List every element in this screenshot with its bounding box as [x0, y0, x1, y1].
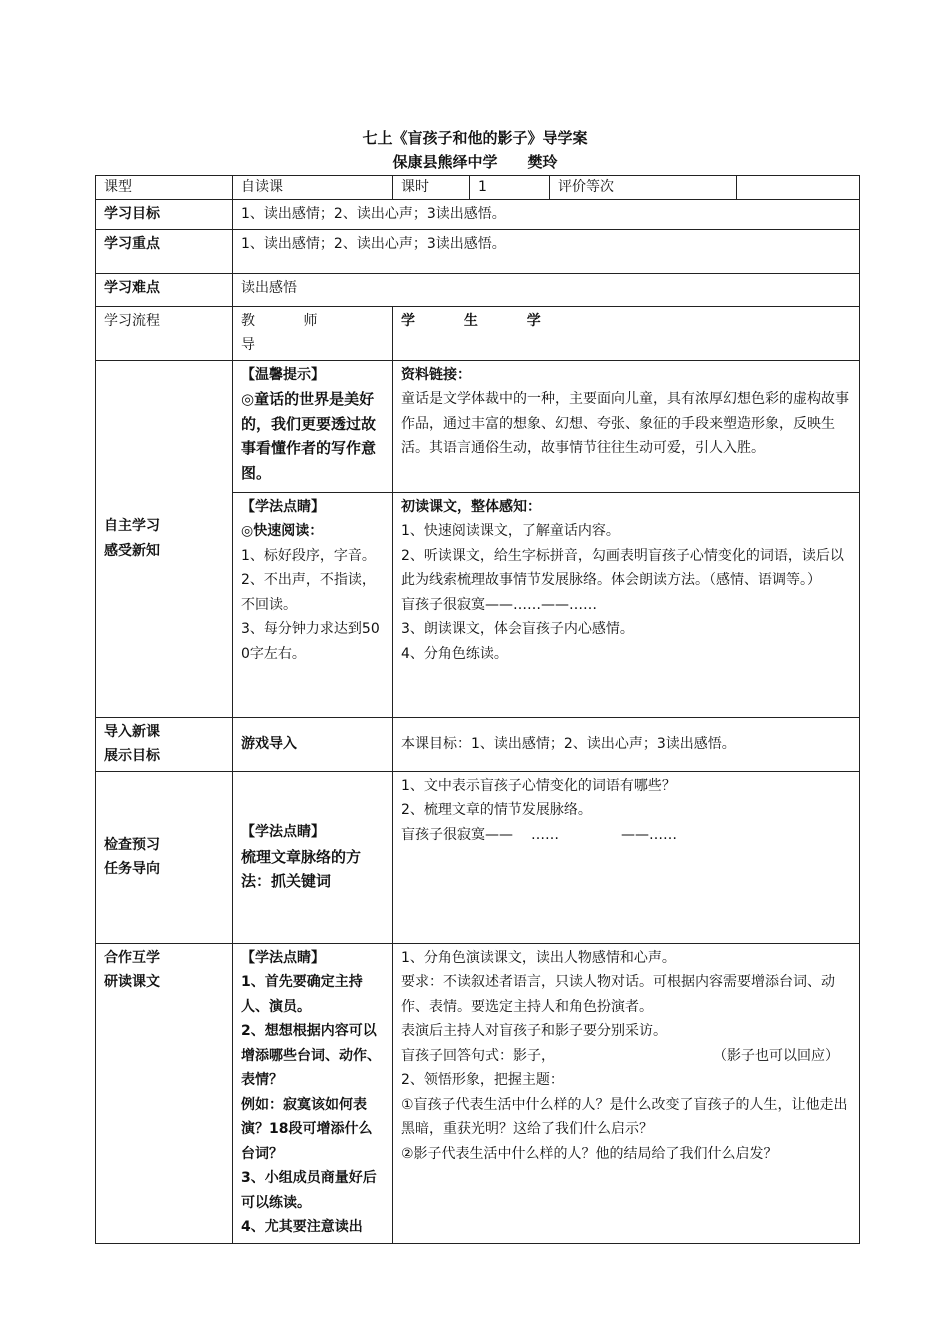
preview-label	[96, 771, 233, 943]
resource-title: 资料链接：	[401, 366, 471, 383]
method-title: 【学法点睛】	[241, 824, 325, 841]
flow-student-heading	[393, 306, 860, 360]
coop-method-cell	[233, 943, 393, 1243]
table-row	[96, 943, 860, 1243]
class-hours-value: 1	[470, 176, 550, 200]
goal-text: 1、读出感情；2、读出心声；3读出感悟。	[233, 200, 860, 230]
label-line: 导入新课	[104, 723, 160, 740]
warm-tip-cell	[233, 360, 393, 492]
method-line: 3、小组成员商量好后可以练读。	[241, 1170, 377, 1211]
answer-end: （影子也可以回应）	[713, 1047, 839, 1064]
school-name: 保康县熊绎中学	[392, 153, 498, 171]
plot-chain	[401, 823, 851, 848]
task-line: 表演后主持人对盲孩子和影子要分别采访。	[401, 1023, 667, 1039]
self-study-label	[96, 360, 233, 717]
task-line: 要求：不读叙述者语言，只读人物对话。可根据内容需要增添台词、动作、表情。要选定主持人和角色扮演者。	[401, 974, 835, 1015]
difficulty-text: 读出感悟	[233, 273, 860, 306]
method-line: 1、首先要确定主持人、演员。	[241, 974, 363, 1015]
method-line: ◎快速阅读：	[241, 523, 324, 539]
chain-end: ——……	[621, 826, 677, 843]
lesson-type-label: 课型	[96, 176, 233, 200]
method-line: 2、不出声，不指读，不回读。	[241, 572, 376, 613]
reading-method-cell	[233, 492, 393, 717]
class-hours-label: 课时	[393, 176, 470, 200]
flow-teacher-heading	[233, 306, 393, 360]
read-line: 盲孩子很寂寞——……——……	[401, 596, 597, 613]
difficulty-label: 学习难点	[96, 273, 233, 306]
question: 1、文中表示盲孩子心情变化的词语有哪些？	[401, 777, 676, 794]
teacher-heading-text: 教 师 导	[241, 312, 340, 353]
chain-start: 盲孩子很寂寞——	[401, 826, 513, 843]
tip-body: ◎童话的世界是美好的，我们更要透过故事看懂作者的写作意图。	[241, 390, 377, 482]
preview-method-cell	[233, 771, 393, 943]
chain-mid: ……	[531, 826, 559, 843]
resource-link-cell	[393, 360, 860, 492]
task-line: ①盲孩子代表生活中什么样的人？是什么改变了盲孩子的人生，让他走出黑暗，重获光明？这给了我们什么启示？	[401, 1096, 848, 1137]
task-line: 2、领悟形象，把握主题：	[401, 1072, 564, 1088]
tip-title: 【温馨提示】	[241, 366, 325, 383]
question: 2、梳理文章的情节发展脉络。	[401, 802, 592, 818]
table-row	[96, 717, 860, 771]
method-title: 【学法点睛】	[241, 498, 325, 515]
goal-label: 学习目标	[96, 200, 233, 230]
grade-value	[737, 176, 860, 200]
preview-questions-cell	[393, 771, 860, 943]
answer-pattern	[401, 1044, 851, 1069]
read-line: 3、朗读课文，体会盲孩子内心感情。	[401, 621, 634, 637]
label-line: 任务导向	[104, 861, 160, 877]
read-line: 2、听读课文，给生字标拼音，勾画表明盲孩子心情变化的词语，读后以此为线索梳理故事情节发展脉络。体会朗读方法。（感情、语调等。）	[401, 547, 844, 588]
method-line: 4、尤其要注意读出	[241, 1219, 363, 1235]
intro-teacher: 游戏导入	[233, 717, 393, 771]
method-line: 2、想想根据内容可以增添哪些台词、动作、表情？	[241, 1023, 381, 1088]
table-row	[96, 273, 860, 306]
first-reading-cell	[393, 492, 860, 717]
answer-start: 盲孩子回答句式：影子，	[401, 1047, 555, 1064]
method-body: 梳理文章脉络的方法：抓关键词	[241, 847, 362, 891]
lesson-plan-table	[95, 175, 860, 1244]
label-line: 自主学习	[104, 518, 160, 534]
table-row	[96, 771, 860, 943]
read-line: 4、分角色练读。	[401, 645, 508, 662]
coop-task-cell	[393, 943, 860, 1243]
key-point-text: 1、读出感情；2、读出心声；3读出感悟。	[233, 229, 860, 273]
task-line: ②影子代表生活中什么样的人？他的结局给了我们什么启发？	[401, 1145, 778, 1162]
coop-label	[96, 943, 233, 1243]
method-title: 【学法点睛】	[241, 949, 325, 966]
table-row	[96, 176, 860, 200]
table-row	[96, 360, 860, 492]
intro-label	[96, 717, 233, 771]
intro-student: 本课目标：1、读出感情；2、读出心声；3读出感悟。	[393, 717, 860, 771]
method-line: 1、标好段序，字音。	[241, 547, 376, 564]
table-row	[96, 200, 860, 230]
document-title: 七上《盲孩子和他的影子》导学案	[362, 129, 588, 147]
method-line: 3、每分钟力求达到500字左右。	[241, 621, 380, 662]
flow-label: 学习流程	[96, 306, 233, 360]
label-line: 研读课文	[104, 974, 160, 990]
lesson-type-value: 自读课	[233, 176, 393, 200]
grade-label: 评价等次	[550, 176, 737, 200]
label-line: 展示目标	[104, 748, 160, 764]
table-row	[96, 306, 860, 360]
task-line: 1、分角色演读课文，读出人物感情和心声。	[401, 949, 676, 966]
read-title: 初读课文，整体感知：	[401, 498, 541, 515]
resource-body: 童话是文学体裁中的一种，主要面向儿童，具有浓厚幻想色彩的虚构故事作品，通过丰富的想象、幻想、夸张、象征的手段来塑造形象，反映生活。其语言通俗生动，故事情节往往生动可爱，引人入胜。	[401, 391, 849, 456]
table-row	[96, 229, 860, 273]
method-line: 例如：寂寞该如何表演？18段可增添什么台词？	[241, 1096, 373, 1162]
student-heading-text: 学 生 学	[401, 312, 563, 329]
document-subtitle	[0, 152, 950, 172]
label-line: 合作互学	[104, 949, 160, 966]
author-name: 樊玲	[527, 153, 558, 171]
label-line: 检查预习	[104, 836, 160, 853]
label-line: 感受新知	[104, 542, 160, 559]
key-point-label: 学习重点	[96, 229, 233, 273]
read-line: 1、快速阅读课文，了解童话内容。	[401, 523, 620, 539]
